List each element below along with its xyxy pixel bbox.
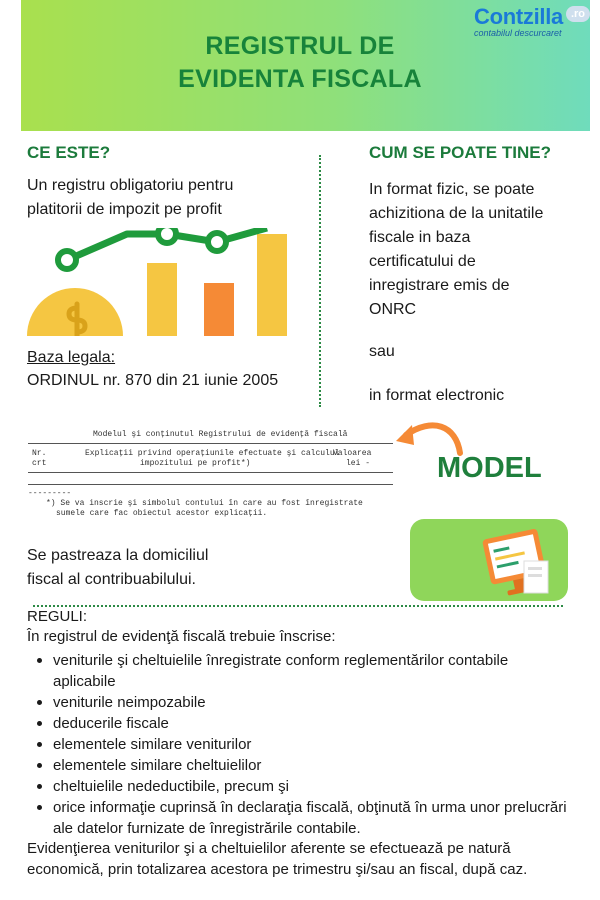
column-divider <box>319 155 321 407</box>
chart-point <box>158 228 176 243</box>
rules-list <box>53 650 573 839</box>
chart-bar <box>147 263 177 336</box>
rules-title: REGULI: <box>27 608 88 625</box>
model-label: MODEL <box>437 452 542 484</box>
contzilla-logo[interactable] <box>472 4 592 42</box>
what-is-heading: CE ESTE? <box>27 143 111 162</box>
list-item: elementele similare cheltuielilor <box>53 755 573 776</box>
electronic-format-text: in format electronic <box>369 387 505 404</box>
logo-badge: .ro <box>566 6 590 22</box>
chart-bar <box>204 283 234 336</box>
what-is-description: Un registru obligatoriu pentru platitorii de impozit pe profit <box>27 177 234 218</box>
model-col-crt: crt <box>32 459 47 468</box>
section-divider <box>33 605 563 607</box>
model-col-value: Valoarea <box>333 449 372 458</box>
model-document: Modelul şi conţinutul Registrului de evidenţă fiscală Nr. crt Explicaţii privind operaţiunile efectuate şi calculul impozitului pe profit*) Valoarea lei - --------- *) Se va inscrie şi simbolul contului în care au fost înregistrate sumele care fac obiectul acestor explicaţii. <box>28 422 393 518</box>
or-text: sau <box>369 343 395 360</box>
list-item: veniturile neimpozabile <box>53 692 573 713</box>
list-item: cheltuielile nedeductibile, precum şi <box>53 776 573 797</box>
dollar-coin-icon <box>27 288 123 336</box>
list-item: veniturile şi cheltuielile înregistrate conform reglementărilor contabile aplicabile <box>53 650 573 692</box>
legal-basis-label: Baza legala: <box>27 349 116 366</box>
logo-tagline: contabilul descurcaret <box>474 28 562 38</box>
page-title: REGISTRUL DE EVIDENTA FISCALA <box>178 32 422 93</box>
rules-intro: În registrul de evidenţă fiscală trebuie înscrise: <box>27 628 336 645</box>
chart-point <box>208 233 226 251</box>
logo-name: Contzilla <box>474 4 563 29</box>
storage-text: Se pastreaza la domiciliul fiscal al contribuabilului. <box>27 547 209 588</box>
list-item: deducerile fiscale <box>53 713 573 734</box>
chart-bar <box>257 234 287 336</box>
list-item: elementele similare veniturilor <box>53 734 573 755</box>
chart-point <box>58 251 76 269</box>
model-col-nr: Nr. <box>32 449 47 458</box>
how-to-keep-heading: CUM SE POATE TINE? <box>369 143 551 162</box>
growth-chart-icon <box>27 228 292 336</box>
list-item: orice informaţie cuprinsă în declaraţia fiscală, obţinută în urma unor prelucrări ale datelor furnizate de înregistrările contabile. <box>53 797 573 839</box>
model-col-explanation: Explicaţii privind operaţiunile efectuate şi calculul <box>85 449 340 458</box>
legal-basis-text: ORDINUL nr. 870 din 21 iunie 2005 <box>27 372 279 389</box>
how-to-keep-text: In format fizic, se poate achizitiona de la unitatile fiscale in baza certificatului de inregistrare emis de ONRC <box>369 181 544 318</box>
model-doc-title: Modelul şi conţinutul Registrului de evidenţă fiscală <box>93 430 348 439</box>
footer-note: Evidenţierea veniturilor şi a cheltuielilor aferente se efectuează pe natură economică, prin totalizarea acestora pe trimestru şi/sau an fiscal, după caz. <box>27 840 528 878</box>
model-dashes: --------- <box>28 489 72 498</box>
model-note: *) Se va inscrie şi simbolul contului în care au fost înregistrate <box>46 499 363 508</box>
computer-document-icon <box>478 525 558 605</box>
